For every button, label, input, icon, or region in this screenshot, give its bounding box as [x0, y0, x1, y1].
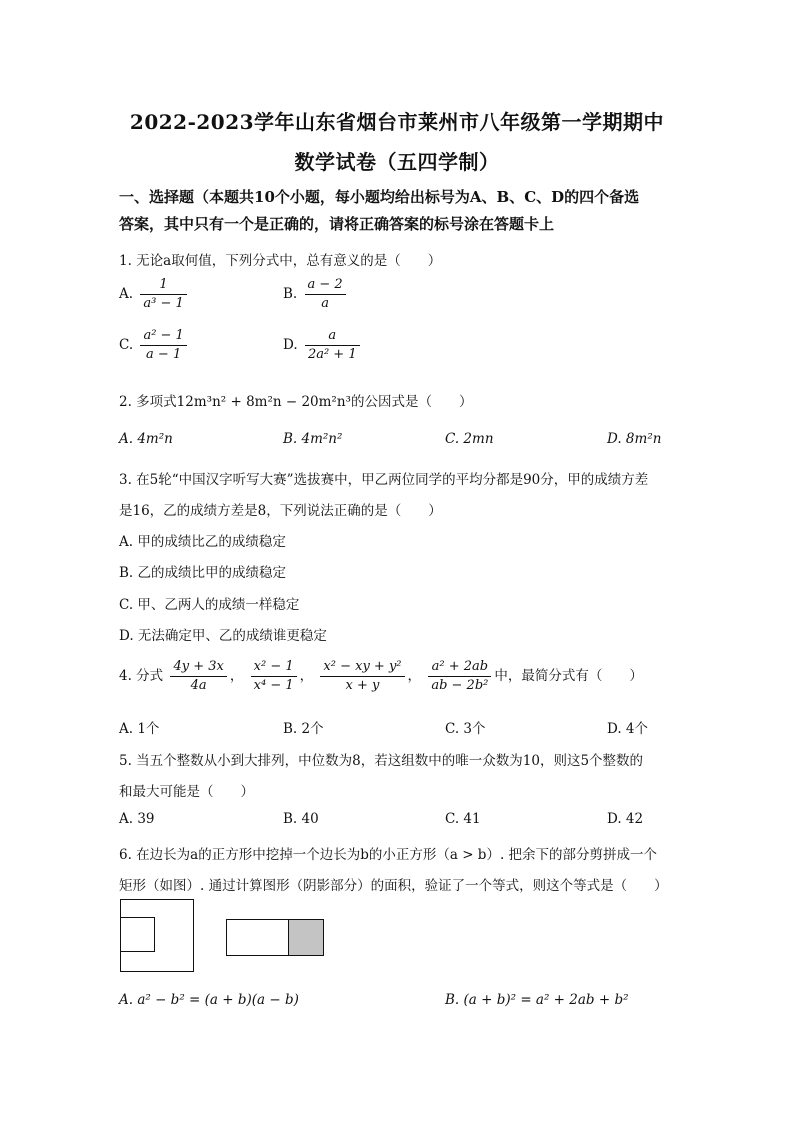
q5-option-a: A. 39 — [119, 811, 155, 827]
q4-option-a: A. 1个 — [119, 721, 160, 737]
q4-fraction-4: $\frac{\text{a² + 2ab}}{\text{ab − 2b²}}$ — [428, 658, 491, 695]
q3-option-c: C. 甲、乙两人的成绩一样稳定 — [119, 597, 300, 613]
q1-option-c: C. $\frac{\text{a² − 1}}{a - 1}$ — [119, 327, 190, 364]
q5-option-b: B. 40 — [283, 811, 319, 827]
q3-option-a: A. 甲的成绩比乙的成绩稳定 — [119, 534, 286, 550]
q6-option-b: B. (a + b)² = a² + 2ab + b² — [445, 992, 629, 1008]
figure-shaded-part — [288, 919, 324, 956]
q5-stem-line1: 5. 当五个整数从小到大排列，中位数为8，若这组数中的唯一众数为10，则这5个整数的 — [119, 753, 644, 769]
q2-option-d: D. 8m²n — [607, 431, 662, 447]
q4-stem: 4. 分式 $\frac{4y + 3x}{4a}$ ， $\frac{\text{x² − 1}}{\text{x⁴ − 1}}$ ， $\frac{\text{x² − xy + y²}}{x + y}$ ， $\frac{\text{a² + 2ab}}{\text{ab − 2b²}}$ 中，最简分式有（ ） — [119, 659, 643, 693]
q1-option-a: A. $\frac{1}{\text{a³ − 1}}$ — [119, 276, 190, 313]
q5-stem-line2: 和最大可能是（ ） — [119, 784, 254, 800]
q4-fraction-3: $\frac{\text{x² − xy + y²}}{x + y}$ — [320, 658, 404, 695]
q4-fraction-1: $\frac{4y + 3x}{4a}$ — [170, 658, 226, 695]
q3-stem-line1: 3. 在5轮“中国汉字听写大赛”选拔赛中，甲乙两位同学的平均分都是90分，甲的成绩方差 — [119, 472, 649, 488]
q2-option-c: C. 2mn — [445, 431, 494, 447]
section-heading-line1: 一、选择题（本题共10个小题，每小题均给出标号为A、B、C、D的四个备选 — [119, 188, 640, 206]
q5-option-c: C. 41 — [445, 811, 481, 827]
q1-option-d: D. $\frac{a}{\text{2a² + 1}}$ — [283, 327, 363, 364]
q4-fraction-2: $\frac{\text{x² − 1}}{\text{x⁴ − 1}}$ — [251, 658, 297, 695]
q2-stem: 2. 多项式12m³n² + 8m²n − 20m²n³的公因式是（ ） — [119, 394, 473, 410]
q1-c-fraction: $\frac{\text{a² − 1}}{a - 1}$ — [140, 327, 186, 364]
q4-option-d: D. 4个 — [607, 721, 649, 737]
q3-stem-line2: 是16，乙的成绩方差是8，下列说法正确的是（ ） — [119, 503, 442, 519]
q6-stem-line2: 矩形（如图）. 通过计算图形（阴影部分）的面积，验证了一个等式，则这个等式是（ ） — [119, 878, 668, 894]
figure-inner-square — [120, 917, 155, 952]
q2-option-b: B. 4m²n² — [283, 431, 343, 447]
q3-option-d: D. 无法确定甲、乙的成绩谁更稳定 — [119, 628, 327, 644]
q1-stem: 1. 无论a取何值，下列分式中，总有意义的是（ ） — [119, 253, 442, 269]
q6-option-a: A. a² − b² = (a + b)(a − b) — [119, 992, 299, 1008]
exam-title-line1: 2022-2023学年山东省烟台市莱州市八年级第一学期期中 — [129, 110, 665, 134]
q1-a-fraction: $\frac{1}{\text{a³ − 1}}$ — [140, 276, 186, 313]
q1-b-fraction: $\frac{a - 2}{a}$ — [305, 276, 346, 313]
q1-d-fraction: $\frac{a}{\text{2a² + 1}}$ — [305, 327, 360, 364]
q3-option-b: B. 乙的成绩比甲的成绩稳定 — [119, 565, 287, 581]
section-heading-line2: 答案，其中只有一个是正确的，请将正确答案的标号涂在答题卡上 — [119, 215, 555, 233]
exam-title-line2: 数学试卷（五四学制） — [294, 150, 500, 174]
q4-option-b: B. 2个 — [283, 721, 324, 737]
q6-stem-line1: 6. 在边长为a的正方形中挖掉一个边长为b的小正方形（a > b）. 把余下的部分剪拼成一个 — [119, 847, 658, 863]
q5-option-d: D. 42 — [607, 811, 644, 827]
q4-option-c: C. 3个 — [445, 721, 486, 737]
q1-option-b: B. $\frac{a - 2}{a}$ — [283, 276, 349, 313]
q2-option-a: A. 4m²n — [119, 431, 173, 447]
